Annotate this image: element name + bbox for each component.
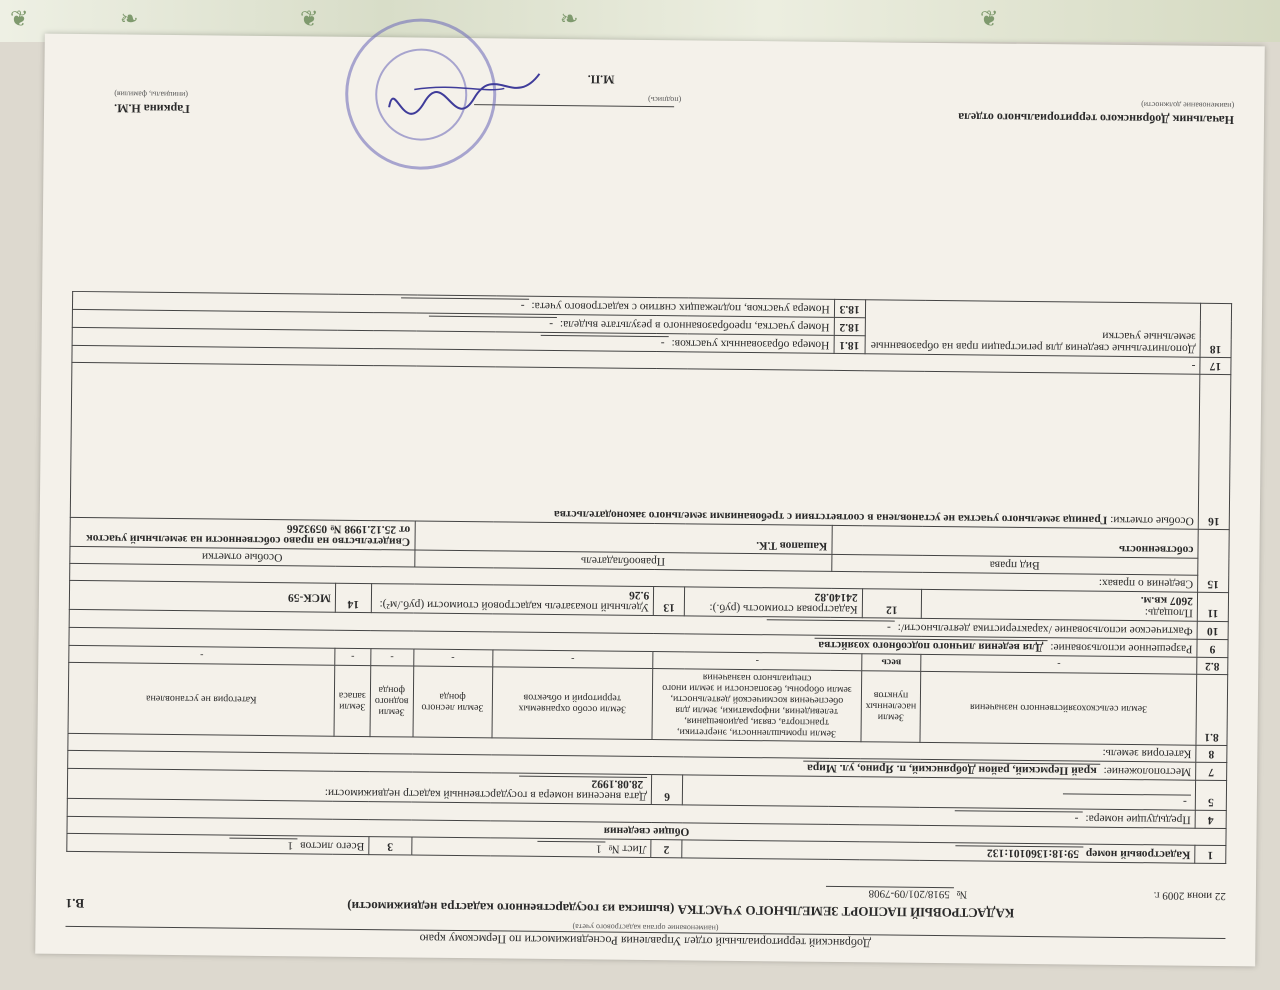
leaf-pattern-icon: ❦ xyxy=(300,6,319,31)
category-value: - xyxy=(371,649,414,666)
position-caption: (наименование должности) xyxy=(1141,100,1235,111)
rights-label: Сведения о правах: xyxy=(70,563,1198,592)
previous-numbers-label: Предыдущие номера: xyxy=(1085,812,1191,826)
row-number: 15 xyxy=(1198,529,1230,592)
category-header: Земли запаса xyxy=(334,665,371,736)
document-number: 5918/201/09-7908 xyxy=(826,886,954,900)
formed-parcels-label: Номера образованных участков: xyxy=(671,337,830,351)
document-header xyxy=(65,878,1226,954)
row-special-notes xyxy=(70,362,1231,529)
row-number: 2 xyxy=(651,840,682,858)
previous-numbers-value: - xyxy=(954,810,1082,824)
permitted-use-label: Разрешенное использование: xyxy=(1050,641,1193,655)
signature-block xyxy=(74,66,1234,128)
rights-holder-value: Кашапов Т.К. xyxy=(415,521,832,554)
row-number: 8.1 xyxy=(1196,674,1228,745)
category-value: - xyxy=(921,654,1197,674)
removed-parcels-label: Номера участков, подлежащих снятию с кадастрового учета: xyxy=(531,299,830,315)
location-label: Местоположение: xyxy=(1103,764,1192,778)
row-number: 1 xyxy=(1195,845,1226,863)
location-value: край Пермский, район Добрянский, п. Ярино, ул. Мира xyxy=(803,761,1101,777)
cadastral-number-label: Кадастровый номер xyxy=(1085,847,1191,861)
formed-parcels-value: - xyxy=(541,335,669,349)
cadastral-cost-value: 24140.82 xyxy=(814,590,858,604)
cadastral-passport-page xyxy=(35,34,1265,967)
category-header: Земли населенных пунктов xyxy=(861,671,921,743)
stamp-label: М.П. xyxy=(587,72,615,87)
row-number: 18.3 xyxy=(834,299,865,317)
sheet-value: 1 xyxy=(538,841,606,855)
row-number: 12 xyxy=(862,589,922,619)
row-number: 11 xyxy=(1197,592,1228,621)
permitted-use-value: Для ведения личного подсобного хозяйства xyxy=(814,638,1047,653)
category-value: весь xyxy=(861,654,921,672)
row17-value: - xyxy=(72,345,1200,374)
row-number: 8.2 xyxy=(1197,657,1228,674)
entry-date-label: Дата внесения номера в государственный кадастр недвижимости: xyxy=(324,786,648,802)
category-value: - xyxy=(492,650,653,669)
actual-use-value: - xyxy=(767,619,895,633)
row-number: 4 xyxy=(1195,810,1226,828)
row-number: 18.1 xyxy=(834,335,865,353)
row-number: 14 xyxy=(335,583,371,612)
cadastral-number-value: 59:18:1360101:132 xyxy=(955,845,1083,859)
special-notes-value: Граница земельного участка не установлена в соответствии с требованиями земельного законодательства xyxy=(553,507,1108,526)
form-code: В.1 xyxy=(65,895,85,912)
leaf-pattern-icon: ❧ xyxy=(120,6,139,31)
category-header: Земли промышленности, энергетики, транспорта, связи, радиовещания, телевидения, информатики, земли для обеспечения космической деятельности, земли обороны, безопасности и земли иного специального назначения xyxy=(652,669,861,742)
cadastral-cost-label: Кадастровая стоимость (руб.): xyxy=(709,601,858,616)
category-header: Земли водного фонда xyxy=(370,666,413,737)
official-position: Начальник Добрянского территориального отдела xyxy=(958,110,1235,128)
rights-holder-header: Правообладатель xyxy=(414,550,831,571)
number-label: № xyxy=(956,888,968,901)
total-sheets-label: Всего листов xyxy=(300,839,365,853)
leaf-pattern-icon: ❦ xyxy=(10,6,29,31)
area-label: Площадь: xyxy=(1144,606,1193,619)
category-header: Земли лесного фонда xyxy=(413,666,493,738)
area-value: 2607 кв.м. xyxy=(1140,594,1194,607)
entry-date-value: 28.08.1992 xyxy=(519,776,647,790)
row-number: 7 xyxy=(1196,762,1227,780)
category-value: - xyxy=(69,645,335,665)
category-header: Земли особо охраняемых территорий и объектов xyxy=(492,667,653,740)
category-value: - xyxy=(335,648,371,665)
issuer-name: Добрянский территориальный отдел Управления Роснедвижимости по Пермскому краю xyxy=(65,926,1225,954)
rights-type-header: Вид права xyxy=(831,554,1197,575)
total-sheets-value: 1 xyxy=(229,838,297,852)
transformed-parcel-value: - xyxy=(429,316,557,330)
row-number: 3 xyxy=(369,837,412,855)
leaf-pattern-icon: ❦ xyxy=(980,6,999,31)
row-number: 5 xyxy=(1195,780,1226,810)
category-header: Категория не установлена xyxy=(68,662,335,736)
row-number: 18 xyxy=(1200,303,1232,357)
issue-date: 22 июня 2009 г. xyxy=(1153,889,1226,903)
official-name: Гаркина Н.М. xyxy=(114,101,190,117)
category-value: - xyxy=(413,649,492,667)
row-number: 10 xyxy=(1197,621,1228,639)
row-number: 16 xyxy=(1198,374,1231,529)
sheet-label: Лист № xyxy=(608,842,647,855)
rights-notes-value: Свидетельство на право собственности на земельный участок от 25.12.1998 № 0593266 xyxy=(70,517,415,550)
category-value: - xyxy=(653,652,862,671)
leaf-pattern-icon: ❧ xyxy=(560,6,579,31)
additional-info-label: Дополнительные сведения для регистрации прав на образованные земельные участки xyxy=(865,300,1201,358)
rights-notes-header: Особые отметки xyxy=(70,546,415,567)
row5-value: - xyxy=(1063,793,1191,807)
name-caption: (инициалы, фамилия) xyxy=(114,89,189,100)
row-number: 6 xyxy=(651,775,682,805)
category-header: Земли сельскохозяйственного назначения xyxy=(920,671,1196,745)
actual-use-label: Фактическое использование /характеристика деятельности/: xyxy=(897,621,1193,637)
handwritten-signature-icon xyxy=(384,57,545,119)
document-title: КАДАСТРОВЫЙ ПАСПОРТ ЗЕМЕЛЬНОГО УЧАСТКА (выписка из государственного кадастра недвижимости) xyxy=(347,898,1015,921)
issuer-caption: (наименование органа кадастрового учета) xyxy=(572,922,719,933)
row-number: 8 xyxy=(1196,745,1227,762)
removed-parcels-value: - xyxy=(401,297,529,311)
cadastral-form-table xyxy=(66,291,1232,864)
land-category-label: Категория земель: xyxy=(68,733,1196,762)
row-number: 18.2 xyxy=(834,317,865,335)
specific-cost-label: Удельный показатель кадастровой стоимости (руб./м²): xyxy=(379,598,650,613)
row-number: 17 xyxy=(1200,357,1231,374)
special-notes-label: Особые отметки: xyxy=(1110,513,1194,527)
specific-cost-value: 9.26 xyxy=(628,588,650,601)
transformed-parcel-label: Номер участка, преобразованного в результате выдела: xyxy=(559,318,830,333)
signature-caption: (подпись) xyxy=(647,94,682,105)
general-section-title: Общие сведения xyxy=(67,816,1226,845)
row-category-headers xyxy=(68,662,1228,745)
rights-type-value: собственность xyxy=(832,525,1199,558)
coordinate-system: МСК-59 xyxy=(69,580,335,612)
row-number: 9 xyxy=(1197,639,1228,657)
row-number: 13 xyxy=(653,587,684,616)
